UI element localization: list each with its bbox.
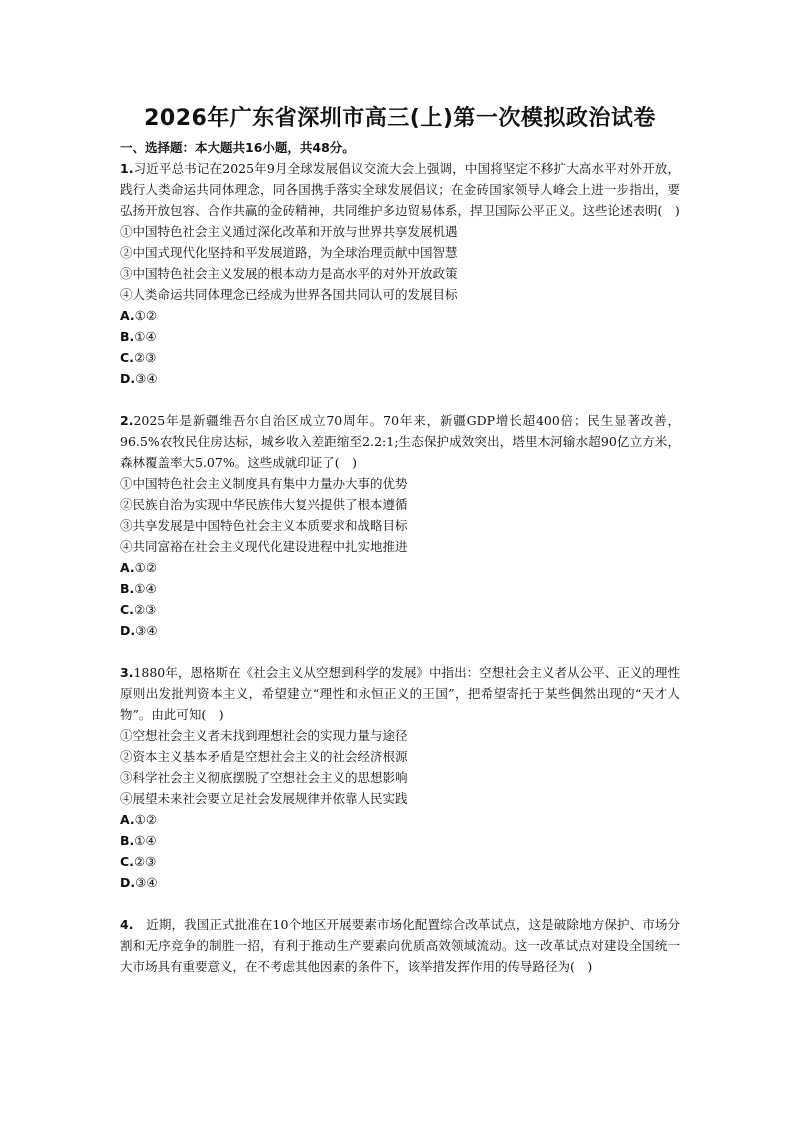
answer-option[interactable] (120, 305, 680, 326)
statement-item: ④展望未来社会要立足社会发展规律并依靠人民实践 (120, 791, 408, 806)
option-text: ①② (134, 560, 158, 575)
statement-item: ②中国式现代化坚持和平发展道路，为全球治理贡献中国智慧 (120, 245, 458, 260)
question-2 (120, 410, 680, 641)
question-4 (120, 914, 680, 977)
option-letter: B. (120, 833, 135, 848)
question-number: 2. (120, 413, 134, 428)
question-stem (120, 662, 680, 725)
question-spacer (120, 641, 680, 662)
option-text: ②③ (133, 350, 157, 365)
answer-option[interactable] (120, 557, 680, 578)
option-text: ②③ (133, 854, 157, 869)
question-spacer (120, 389, 680, 410)
question-list (120, 158, 680, 977)
option-text: ①④ (134, 329, 157, 344)
option-text: ①② (134, 812, 158, 827)
option-letter: B. (120, 329, 135, 344)
statement-item: ④共同富裕在社会主义现代化建设进程中扎实地推进 (120, 539, 408, 554)
answer-option[interactable] (120, 620, 680, 641)
answer-option[interactable] (120, 809, 680, 830)
question-stem (120, 158, 680, 221)
question-1 (120, 158, 680, 389)
question-number: 3. (120, 665, 134, 680)
statement-item: ④人类命运共同体理念已经成为世界各国共同认可的发展目标 (120, 287, 458, 302)
question-text: 1880年，恩格斯在《社会主义从空想到科学的发展》中指出：空想社会主义者从公平、正义的理性原则出发批判资本主义，希望建立“理性和永恒正义的王国”，把希望寄托于某些偶然出现的“天才人物”。由此可知( ) (120, 665, 680, 722)
option-letter: D. (120, 371, 136, 386)
option-letter: A. (120, 308, 135, 323)
statement-item: ②资本主义基本矛盾是空想社会主义的社会经济根源 (120, 749, 408, 764)
statement-item: ①空想社会主义者未找到理想社会的实现力量与途径 (120, 728, 408, 743)
question-3 (120, 662, 680, 893)
answer-option[interactable] (120, 872, 680, 893)
answer-option[interactable] (120, 599, 680, 620)
statement-item: ②民族自治为实现中华民族伟大复兴提供了根本遵循 (120, 497, 408, 512)
option-letter: A. (120, 812, 135, 827)
answer-option[interactable] (120, 326, 680, 347)
option-letter: C. (120, 602, 134, 617)
option-text: ②③ (133, 602, 157, 617)
question-number: 1. (120, 161, 134, 176)
statement-item: ①中国特色社会主义通过深化改革和开放与世界共享发展机遇 (120, 224, 458, 239)
question-text: 习近平总书记在2025年9月全球发展倡议交流大会上强调，中国将坚定不移扩大高水平对外开放，践行人类命运共同体理念，同各国携手落实全球发展倡议；在金砖国家领导人峰会上进一步指出，要弘扬开放包容、合作共赢的金砖精神，共同维护多边贸易体系，捍卫国际公平正义。这些论述表明( ) (120, 161, 680, 218)
statement-item: ③科学社会主义彻底摆脱了空想社会主义的思想影响 (120, 770, 408, 785)
section-header: 一、选择题：本大题共16小题，共48分。 (120, 140, 355, 155)
exam-title: 2026年广东省深圳市高三(上)第一次模拟政治试卷 (144, 106, 656, 131)
answer-option[interactable] (120, 830, 680, 851)
answer-option[interactable] (120, 368, 680, 389)
question-number: 4. (120, 917, 134, 932)
question-stem (120, 410, 680, 473)
option-letter: D. (120, 875, 136, 890)
question-text: 2025年是新疆维吾尔自治区成立70周年。70年来，新疆GDP增长超400倍；民生显著改善，96.5%农牧民住房达标，城乡收入差距缩至2.2:1;生态保护成效突出，塔里木河输水超90亿立方米，森林覆盖率大5.07%。这些成就印证了( ) (120, 413, 680, 470)
option-text: ③④ (135, 623, 158, 638)
option-letter: B. (120, 581, 135, 596)
statement-item: ①中国特色社会主义制度具有集中力量办大事的优势 (120, 476, 408, 491)
option-letter: D. (120, 623, 136, 638)
option-text: ③④ (135, 875, 158, 890)
question-stem (120, 914, 680, 977)
question-spacer (120, 893, 680, 914)
option-text: ③④ (135, 371, 158, 386)
answer-option[interactable] (120, 347, 680, 368)
option-letter: A. (120, 560, 135, 575)
statement-item: ③共享发展是中国特色社会主义本质要求和战略目标 (120, 518, 408, 533)
option-text: ①④ (134, 833, 157, 848)
answer-option[interactable] (120, 578, 680, 599)
question-text: 近期，我国正式批准在10个地区开展要素市场化配置综合改革试点，这是破除地方保护、市场分割和无序竞争的制胜一招，有利于推动生产要素向优质高效领域流动。这一改革试点对建设全国统一大市场具有重要意义，在不考虑其他因素的条件下，该举措发挥作用的传导路径为( ) (120, 917, 680, 974)
option-text: ①② (134, 308, 158, 323)
statement-item: ③中国特色社会主义发展的根本动力是高水平的对外开放政策 (120, 266, 458, 281)
answer-option[interactable] (120, 851, 680, 872)
option-letter: C. (120, 854, 134, 869)
option-text: ①④ (134, 581, 157, 596)
option-letter: C. (120, 350, 134, 365)
exam-page (120, 104, 680, 977)
